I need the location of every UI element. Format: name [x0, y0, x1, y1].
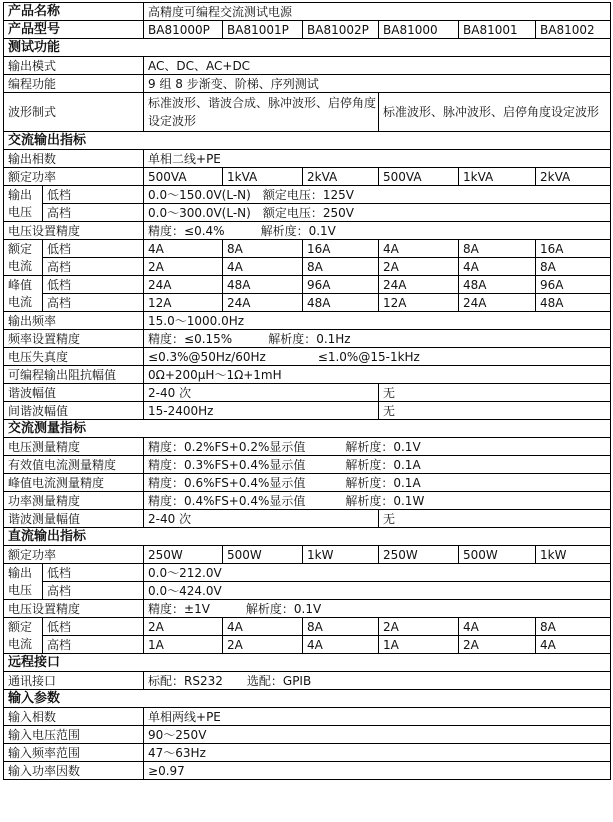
- measure-value: [144, 492, 611, 510]
- current-cell: 16A: [303, 240, 379, 258]
- row-ac-voltage-accuracy: [4, 222, 611, 240]
- section-title: 交流测量指标: [4, 420, 611, 438]
- measure-value: [144, 456, 611, 474]
- measure-label: 功率测量精度: [4, 492, 144, 510]
- row-programming: [4, 75, 611, 93]
- range: 0.0～300.0V(L-N): [148, 205, 251, 220]
- current-cell: 8A: [536, 258, 611, 276]
- power-cell: 500VA: [144, 168, 223, 186]
- frequency-accuracy-value: [144, 330, 611, 348]
- section-test-functions: [4, 39, 611, 57]
- current-cell: 1A: [144, 636, 223, 654]
- current-cell: 2A: [379, 618, 459, 636]
- row-harmonic-measure: [4, 510, 611, 528]
- output-mode-label: 输出模式: [4, 57, 144, 75]
- current-cell: 4A: [144, 240, 223, 258]
- row-interface: [4, 672, 611, 690]
- current-cell: 4A: [379, 240, 459, 258]
- row-measure: [4, 456, 611, 474]
- interface-standard: 标配：RS232: [148, 673, 223, 688]
- current-cell: 4A: [223, 618, 303, 636]
- product-name-value: 高精度可编程交流测试电源: [144, 3, 611, 21]
- section-ac-output: [4, 132, 611, 150]
- model-cell: BA81000P: [144, 21, 223, 39]
- row-ac-phase: [4, 150, 611, 168]
- current-cell: 48A: [459, 276, 536, 294]
- power-cell: 500VA: [379, 168, 459, 186]
- dc-rated-power-label: 额定功率: [4, 546, 144, 564]
- row-peak-current-low: [4, 276, 611, 294]
- power-cell: 500W: [459, 546, 536, 564]
- dc-voltage-accuracy-value: [144, 600, 611, 618]
- current-cell: 16A: [536, 240, 611, 258]
- accuracy: 精度：≤0.4%: [148, 223, 225, 238]
- row-input: [4, 762, 611, 780]
- current-cell: 4A: [459, 258, 536, 276]
- product-model-label: 产品型号: [4, 21, 144, 39]
- row-measure: [4, 474, 611, 492]
- frequency-accuracy-label: 频率设置精度: [4, 330, 144, 348]
- dc-voltage-high-value: 0.0～424.0V: [144, 582, 611, 600]
- distortion-label: 电压失真度: [4, 348, 144, 366]
- current-cell: 8A: [459, 240, 536, 258]
- rated-current-high-label: 高档: [43, 258, 144, 276]
- row-ac-rated-current-high: [4, 258, 611, 276]
- row-input: [4, 708, 611, 726]
- row-ac-rated-power: [4, 168, 611, 186]
- row-impedance: [4, 366, 611, 384]
- power-cell: 250W: [379, 546, 459, 564]
- waveform-value-std: 标准波形、脉冲波形、启停角度设定波形: [379, 93, 611, 132]
- ac-phase-value: 单相二线+PE: [144, 150, 611, 168]
- dc-voltage-accuracy-label: 电压设置精度: [4, 600, 144, 618]
- section-title: 直流输出指标: [4, 528, 611, 546]
- current-cell: 12A: [379, 294, 459, 312]
- harmonic-label: 谐波幅值: [4, 384, 144, 402]
- waveform-value-p: 标准波形、谐波合成、脉冲波形、启停角度设定波形: [144, 93, 379, 132]
- power-cell: 1kW: [303, 546, 379, 564]
- dc-voltage-high-label: 高档: [43, 582, 144, 600]
- section-title: 交流输出指标: [4, 132, 611, 150]
- dc-voltage-low-value: 0.0～212.0V: [144, 564, 611, 582]
- input-value: 90～250V: [144, 726, 611, 744]
- dc-current-label-bottom: 电流: [4, 636, 43, 654]
- resolution: 解析度：0.1V: [260, 223, 336, 238]
- current-cell: 4A: [459, 618, 536, 636]
- output-mode-value: AC、DC、AC+DC: [144, 57, 611, 75]
- row-input: [4, 744, 611, 762]
- row-dc-voltage-accuracy: [4, 600, 611, 618]
- current-cell: 8A: [223, 240, 303, 258]
- current-cell: 24A: [379, 276, 459, 294]
- row-dc-voltage-low: [4, 564, 611, 582]
- current-cell: 48A: [303, 294, 379, 312]
- measure-label: 峰值电流测量精度: [4, 474, 144, 492]
- resolution: 解析度：0.1V: [245, 601, 322, 616]
- row-harmonic: [4, 384, 611, 402]
- waveform-label: 波形制式: [4, 93, 144, 132]
- current-cell: 8A: [303, 258, 379, 276]
- row-peak-current-high: [4, 294, 611, 312]
- input-value: 47～63Hz: [144, 744, 611, 762]
- row-product-model: [4, 21, 611, 39]
- distortion-50-60: ≤0.3%@50Hz/60Hz: [148, 349, 266, 364]
- rated-current-label-top: 额定: [4, 240, 43, 258]
- ac-voltage-high-value: [144, 204, 611, 222]
- peak-current-low-label: 低档: [43, 276, 144, 294]
- ac-voltage-label-top: 输出: [4, 186, 43, 204]
- power-cell: 500W: [223, 546, 303, 564]
- row-waveform: [4, 93, 611, 132]
- interface-label: 通讯接口: [4, 672, 144, 690]
- harmonic-value-std: 无: [379, 384, 611, 402]
- current-cell: 4A: [223, 258, 303, 276]
- row-measure: [4, 438, 611, 456]
- measure-value: [144, 474, 611, 492]
- row-product-name: [4, 3, 611, 21]
- peak-current-label-bottom: 电流: [4, 294, 43, 312]
- section-title: 测试功能: [4, 39, 611, 57]
- row-dc-voltage-high: [4, 582, 611, 600]
- dc-current-label-top: 额定: [4, 618, 43, 636]
- measure-label: 电压测量精度: [4, 438, 144, 456]
- harmonic-measure-label: 谐波测量幅值: [4, 510, 144, 528]
- current-cell: 96A: [303, 276, 379, 294]
- accuracy: 精度：0.4%FS+0.4%显示值: [148, 493, 306, 508]
- input-label: 输入相数: [4, 708, 144, 726]
- dc-voltage-label-bottom: 电压: [4, 582, 43, 600]
- ac-frequency-label: 输出频率: [4, 312, 144, 330]
- dc-voltage-label-top: 输出: [4, 564, 43, 582]
- power-cell: 1kW: [536, 546, 611, 564]
- model-cell: BA81001P: [223, 21, 303, 39]
- model-cell: BA81002: [536, 21, 611, 39]
- input-label: 输入功率因数: [4, 762, 144, 780]
- ac-voltage-accuracy-value: [144, 222, 611, 240]
- current-cell: 24A: [144, 276, 223, 294]
- row-dc-rated-current-low: [4, 618, 611, 636]
- harmonic-value-p: 2-40 次: [144, 384, 379, 402]
- spec-table: [3, 2, 611, 780]
- current-cell: 96A: [536, 276, 611, 294]
- current-cell: 2A: [223, 636, 303, 654]
- impedance-value: 0Ω+200μH～1Ω+1mH: [144, 366, 611, 384]
- resolution: 解析度：0.1A: [345, 457, 421, 472]
- ac-voltage-label-bottom: 电压: [4, 204, 43, 222]
- power-cell: 250W: [144, 546, 223, 564]
- current-cell: 8A: [303, 618, 379, 636]
- row-ac-rated-current-low: [4, 240, 611, 258]
- interharmonic-value-std: 无: [379, 402, 611, 420]
- rated-current-label-bottom: 电流: [4, 258, 43, 276]
- rated: 额定电压：125V: [262, 187, 354, 202]
- dc-voltage-low-label: 低档: [43, 564, 144, 582]
- model-cell: BA81001: [459, 21, 536, 39]
- row-interharmonic: [4, 402, 611, 420]
- power-cell: 2kVA: [536, 168, 611, 186]
- current-cell: 48A: [223, 276, 303, 294]
- impedance-label: 可编程输出阻抗幅值: [4, 366, 144, 384]
- resolution: 解析度：0.1V: [345, 439, 421, 454]
- programming-label: 编程功能: [4, 75, 144, 93]
- row-measure: [4, 492, 611, 510]
- current-cell: 48A: [536, 294, 611, 312]
- current-cell: 2A: [379, 258, 459, 276]
- interharmonic-label: 间谐波幅值: [4, 402, 144, 420]
- ac-rated-power-label: 额定功率: [4, 168, 144, 186]
- row-ac-voltage-high: [4, 204, 611, 222]
- input-label: 输入电压范围: [4, 726, 144, 744]
- ac-voltage-accuracy-label: 电压设置精度: [4, 222, 144, 240]
- current-cell: 2A: [144, 258, 223, 276]
- input-value: ≥0.97: [144, 762, 611, 780]
- accuracy: 精度：0.6%FS+0.4%显示值: [148, 475, 306, 490]
- accuracy: 精度：0.3%FS+0.4%显示值: [148, 457, 306, 472]
- product-name-label: 产品名称: [4, 3, 144, 21]
- rated: 额定电压：250V: [262, 205, 354, 220]
- power-cell: 2kVA: [303, 168, 379, 186]
- harmonic-measure-value-std: 无: [379, 510, 611, 528]
- row-dc-rated-current-high: [4, 636, 611, 654]
- row-distortion: [4, 348, 611, 366]
- row-ac-frequency: [4, 312, 611, 330]
- interface-optional: 选配：GPIB: [246, 673, 312, 688]
- measure-value: [144, 438, 611, 456]
- input-value: 单相两线+PE: [144, 708, 611, 726]
- section-ac-measure: [4, 420, 611, 438]
- accuracy: 精度：±1V: [148, 601, 210, 616]
- input-label: 输入频率范围: [4, 744, 144, 762]
- accuracy: 精度：0.2%FS+0.2%显示值: [148, 439, 306, 454]
- current-cell: 24A: [459, 294, 536, 312]
- resolution: 解析度：0.1Hz: [268, 331, 351, 346]
- interharmonic-value-p: 15-2400Hz: [144, 402, 379, 420]
- ac-voltage-high-label: 高档: [43, 204, 144, 222]
- ac-voltage-low-label: 低档: [43, 186, 144, 204]
- row-frequency-accuracy: [4, 330, 611, 348]
- ac-voltage-low-value: [144, 186, 611, 204]
- row-output-mode: [4, 57, 611, 75]
- power-cell: 1kVA: [459, 168, 536, 186]
- programming-value: 9 组 8 步渐变、阶梯、序列测试: [144, 75, 611, 93]
- harmonic-measure-value-p: 2-40 次: [144, 510, 379, 528]
- ac-frequency-value: 15.0～1000.0Hz: [144, 312, 611, 330]
- row-input: [4, 726, 611, 744]
- interface-value: [144, 672, 611, 690]
- peak-current-high-label: 高档: [43, 294, 144, 312]
- resolution: 解析度：0.1A: [345, 475, 421, 490]
- current-cell: 8A: [536, 618, 611, 636]
- section-remote: [4, 654, 611, 672]
- current-cell: 24A: [223, 294, 303, 312]
- ac-phase-label: 输出相数: [4, 150, 144, 168]
- current-cell: 4A: [303, 636, 379, 654]
- rated-current-low-label: 低档: [43, 240, 144, 258]
- current-cell: 1A: [379, 636, 459, 654]
- dc-current-high-label: 高档: [43, 636, 144, 654]
- range: 0.0～150.0V(L-N): [148, 187, 251, 202]
- row-dc-rated-power: [4, 546, 611, 564]
- measure-label: 有效值电流测量精度: [4, 456, 144, 474]
- resolution: 解析度：0.1W: [345, 493, 425, 508]
- row-ac-voltage-low: [4, 186, 611, 204]
- peak-current-label-top: 峰值: [4, 276, 43, 294]
- dc-current-low-label: 低档: [43, 618, 144, 636]
- current-cell: 12A: [144, 294, 223, 312]
- section-title: 输入参数: [4, 690, 611, 708]
- section-dc-output: [4, 528, 611, 546]
- power-cell: 1kVA: [223, 168, 303, 186]
- model-cell: BA81002P: [303, 21, 379, 39]
- accuracy: 精度：≤0.15%: [148, 331, 233, 346]
- current-cell: 4A: [536, 636, 611, 654]
- current-cell: 2A: [144, 618, 223, 636]
- distortion-value: [144, 348, 611, 366]
- distortion-15-1k: ≤1.0%@15-1kHz: [317, 349, 420, 364]
- section-input: [4, 690, 611, 708]
- section-title: 远程接口: [4, 654, 611, 672]
- current-cell: 2A: [459, 636, 536, 654]
- model-cell: BA81000: [379, 21, 459, 39]
